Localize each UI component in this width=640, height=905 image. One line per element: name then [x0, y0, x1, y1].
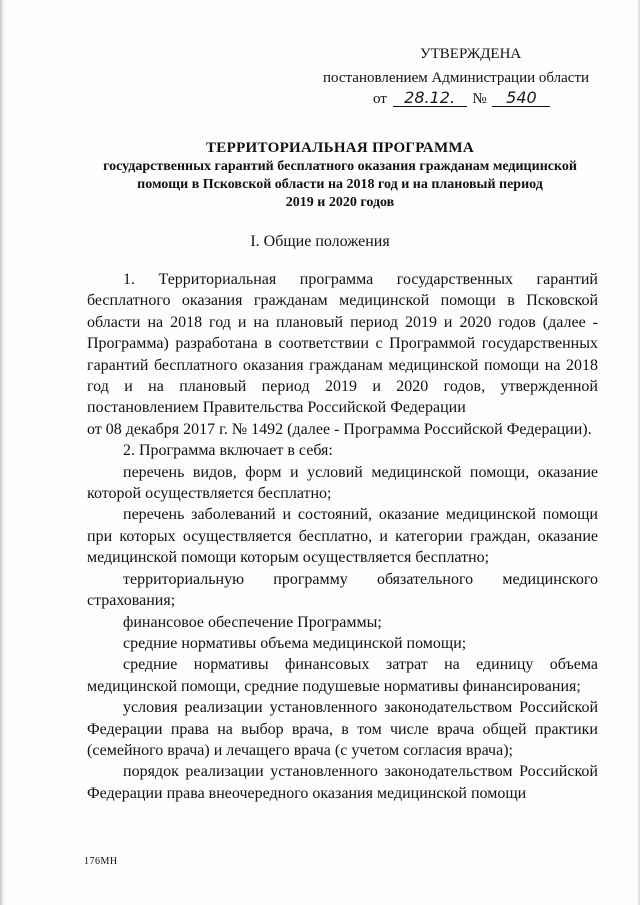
- number-sign: №: [472, 91, 487, 107]
- paragraph: 1. Территориальная программа государственных гарантий бесплатного оказания гражданам медицинской помощи в Псковской области на 2018 год и на плановый период 2019 и 2020 годов (далее - Программа) разработана в соответствии с Программой государственных гарантий бесплатного оказания гражданам медицинской помощи на 2018 год и на плановый период 2019 и 2020 годов, утвержденной постановлением Правительства Российской Федерации: [87, 271, 598, 417]
- document-subtitle-line: 2019 и 2020 годов: [285, 195, 395, 210]
- approval-title: УТВЕРЖДЕНА: [420, 46, 522, 62]
- paragraph: 2. Программа включает в себя:: [123, 442, 333, 460]
- document-subtitle-line: помощи в Псковской области на 2018 год и на плановый период: [137, 177, 543, 192]
- date-prefix: от: [373, 91, 387, 107]
- list-item: финансовое обеспечение Программы;: [123, 613, 382, 631]
- list-item: условия реализации установленного законодательством Российской Федерации права на выбор врача, в том числе врача общей практики (семейного врача) и лечащего врача (с учетом согласия врача);: [87, 699, 598, 759]
- list-item: перечень заболеваний и состояний, оказание медицинской помощи при которых осуществляется бесплатно, и категории граждан, оказание медицинской помощи которым осуществляется бесплатно;: [87, 506, 598, 567]
- list-item: средние нормативы объема медицинской помощи;: [123, 634, 467, 652]
- approval-date-line: [373, 89, 550, 108]
- page-scan-edge-left: [0, 0, 5, 905]
- approval-by: постановлением Администрации области: [323, 70, 590, 86]
- footer-code: 176МН: [84, 856, 118, 867]
- document-title: ТЕРРИТОРИАЛЬНАЯ ПРОГРАММА: [206, 140, 474, 156]
- paragraph: от 08 декабря 2017 г. № 1492 (далее - Программа Российской Федерации).: [87, 420, 592, 438]
- handwritten-number: 540: [492, 89, 550, 107]
- list-item: средние нормативы финансовых затрат на единицу объема медицинской помощи, средние подушевые нормативы финансирования;: [87, 656, 598, 695]
- document-subtitle-line: государственных гарантий бесплатного оказания гражданам медицинской: [103, 159, 577, 174]
- list-item: перечень видов, форм и условий медицинской помощи, оказание которой осуществляется бесплатно;: [87, 463, 598, 503]
- list-item: порядок реализации установленного законодательством Российской Федерации права внеочередного оказания медицинской помощи: [87, 763, 598, 802]
- list-item: территориальную программу обязательного медицинского страхования;: [87, 570, 598, 610]
- document-title-block: [70, 139, 610, 212]
- handwritten-date: 28.12.: [393, 89, 467, 107]
- document-body: [87, 269, 598, 804]
- section-heading: I. Общие положения: [250, 233, 390, 250]
